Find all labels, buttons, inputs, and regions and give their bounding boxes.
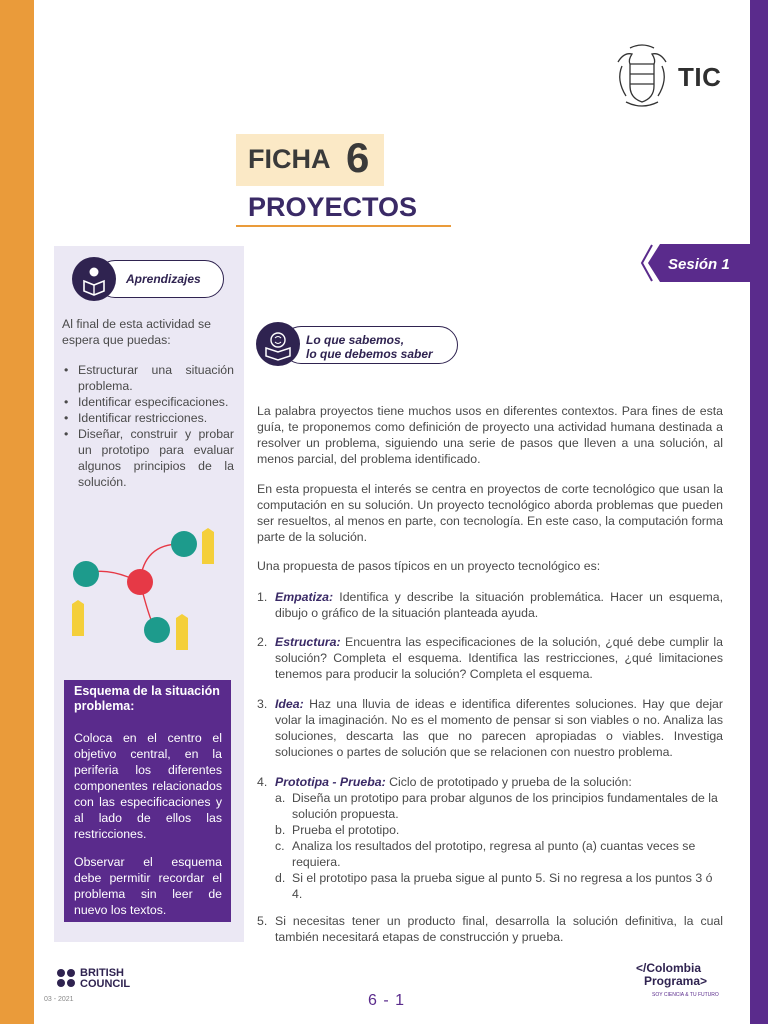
step-item: [257, 634, 723, 682]
substep-list: [275, 790, 723, 902]
substep-letter: d.: [275, 871, 286, 885]
aprendizajes-circle: [72, 257, 116, 301]
substep-item: [275, 870, 723, 902]
paragraph: Una propuesta de pasos típicos en un proyecto tecnológico es:: [257, 559, 601, 573]
ficha-label: FICHA: [248, 144, 331, 174]
step-item: [257, 774, 723, 902]
step-body: [275, 589, 723, 621]
title-underline: [236, 225, 451, 227]
step-term: Estructura:: [275, 635, 341, 649]
substep-letter: a.: [275, 791, 286, 805]
colombia-logo-line: </Colombia: [636, 961, 702, 975]
step-number: 1.: [257, 590, 268, 604]
step-number: 5.: [257, 914, 268, 928]
step-number: 4.: [257, 775, 268, 789]
substep-letter: c.: [275, 839, 285, 853]
reader-icon: [72, 257, 116, 301]
step-term: Prototipa - Prueba:: [275, 775, 386, 789]
goals-list: [62, 362, 234, 490]
left-intro-text: Al final de esta actividad se espera que puedas:: [62, 317, 212, 347]
tag-shape: [176, 614, 188, 650]
red-node: [127, 569, 153, 595]
substep-text: Prueba el prototipo.: [292, 823, 400, 837]
left-accent-bar: [0, 0, 34, 1024]
british-council-line: COUNCIL: [80, 978, 131, 990]
mind-map-illustration: [62, 520, 238, 650]
section-label-line: Lo que sabemos,: [306, 333, 405, 347]
coat-of-arms-icon: [612, 44, 672, 110]
page-title: PROYECTOS: [248, 192, 418, 222]
british-council-line: BRITISH: [80, 967, 124, 979]
tag-shape: [202, 528, 214, 564]
substep-item: [275, 838, 723, 870]
page-number: 6 - 1: [368, 992, 406, 1009]
substep-item: [275, 790, 723, 822]
step-text: Ciclo de prototipado y prueba de la solución:: [385, 775, 632, 789]
edition-date: 03 - 2021: [44, 996, 74, 1003]
session-label: Sesión 1: [668, 256, 730, 273]
colombia-programa-logo: [636, 962, 707, 988]
paragraph: En esta propuesta el interés se centra en proyectos de corte tecnológico que usan la computación en su solución. Un proyecto tecnológico aborda problemas que pueden ser resueltos, al menos en parte, con tecnología. En este caso, la computación forma parte de la solución.: [257, 482, 723, 544]
british-council-icon: [56, 968, 78, 990]
step-term: Idea:: [275, 697, 304, 711]
colombia-logo-line: Programa>: [644, 974, 708, 988]
step-item: [257, 589, 723, 621]
teal-node: [144, 617, 170, 643]
substep-text: Diseña un prototipo para probar algunos de los principios fundamentales de la solución propuesta.: [292, 791, 718, 821]
step-body: Si necesitas tener un producto final, desarrolla la solución definitiva, la cual también necesitará etapas de construcción y prueba.: [275, 914, 723, 944]
step-body: [275, 774, 723, 790]
teal-node: [171, 531, 197, 557]
ficha-number: 6: [346, 134, 370, 181]
step-number: 2.: [257, 635, 268, 649]
tic-brand: TIC: [678, 62, 722, 92]
section-circle: [256, 322, 300, 366]
aprendizajes-label: Aprendizajes: [126, 272, 201, 286]
goal-item: • Diseñar, construir y probar un prototipo para evaluar algunos principios de la solución.: [62, 426, 234, 490]
step-text: Encuentra las especificaciones de la solución, ¿qué debe cumplir la solución? Completa el esquema. Identifica las restricciones, ¿qué limitaciones tenemos para producir la solución? Completa el esquema.: [275, 635, 723, 681]
section-label-line: lo que debemos saber: [306, 347, 433, 361]
step-term: Empatiza:: [275, 590, 334, 604]
british-council-logo: [80, 968, 130, 990]
section-label: [306, 333, 433, 361]
step-body: [275, 696, 723, 760]
substep-letter: b.: [275, 823, 286, 837]
teal-node: [73, 561, 99, 587]
substep-text: Analiza los resultados del prototipo, regresa al punto (a) cuantas veces se requiera.: [292, 839, 696, 869]
goal-item: • Estructurar una situación problema.: [62, 362, 234, 394]
esquema-title: Esquema de la situación problema:: [74, 684, 220, 713]
goal-item: • Identificar especificaciones.: [62, 394, 234, 410]
esquema-note: Observar el esquema debe permitir recordar el problema sin leer de nuevo los textos.: [74, 855, 222, 917]
esquema-text: Coloca en el centro el objetivo central, en la periferia los diferentes componentes relacionados con las especificaciones y al lado de ellos las restricciones.: [74, 731, 222, 841]
goal-item: • Identificar restricciones.: [62, 410, 234, 426]
tag-shape: [72, 600, 84, 636]
step-number: 3.: [257, 697, 268, 711]
right-accent-bar: [750, 0, 768, 1024]
substep-item: [275, 822, 723, 838]
step-text: Haz una lluvia de ideas e identifica diferentes soluciones. Hay que dejar volar la imaginación. No es el momento de pensar si son viables o no. Analiza las soluciones, descarta las que no parecen apropiadas o viables. Investiga soluciones o partes de solución que se relacionen con nuestro problema.: [275, 697, 723, 759]
step-item: [257, 696, 723, 760]
substep-text: Si el prototipo pasa la prueba sigue al punto 5. Si no regresa a los puntos 3 ó 4.: [292, 871, 713, 901]
step-text: Identifica y describe la situación problemática. Hacer un esquema, dibujo o gráfico de la situación planteada ayuda.: [275, 590, 723, 620]
book-brain-icon: [256, 322, 300, 366]
colombia-tagline: SOY CIENCIA & TU FUTURO: [652, 992, 719, 998]
paragraph: La palabra proyectos tiene muchos usos en diferentes contextos. Para fines de esta guía, te proponemos como definición de proyecto una actividad humana destinada a resolver un problema, siguiendo una serie de pasos que lleven a una solución, al menos parcial, del problema identificado.: [257, 404, 723, 466]
step-item: [257, 913, 723, 945]
step-body: [275, 634, 723, 682]
